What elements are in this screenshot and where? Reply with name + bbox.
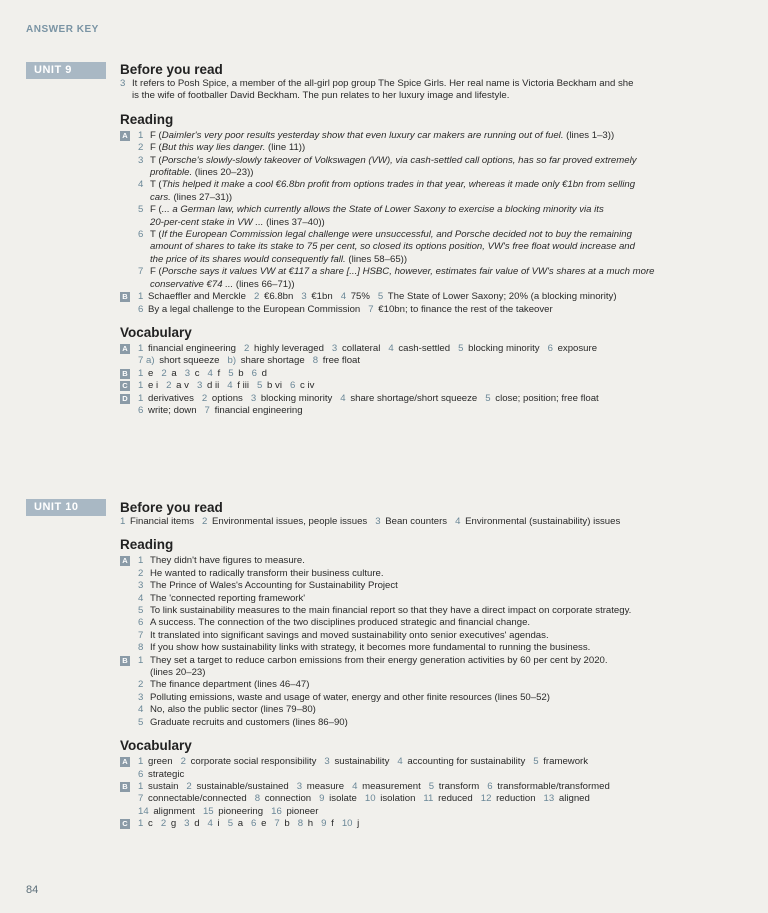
answer-text: f — [331, 818, 334, 830]
answer-list — [138, 555, 720, 654]
answer-text: By a legal challenge to the European Commission — [148, 303, 361, 315]
answer-text: transformable/transformed — [497, 780, 610, 792]
line-reference: (lines 58–65)) — [345, 253, 408, 265]
item-number: 5 — [138, 605, 144, 617]
item-number: 7 — [368, 303, 374, 315]
item-number: 7 — [274, 818, 280, 830]
answer-text: i — [217, 818, 220, 830]
exercise-b — [120, 655, 720, 729]
answer-line — [138, 355, 720, 367]
answer-text: A success. The connection of the two disciplines produced strategic and financial change. — [150, 617, 531, 629]
quote-text: conservative €74 ... — [150, 278, 234, 290]
item-number: 8 — [254, 793, 261, 805]
running-header: ANSWER KEY — [26, 24, 99, 35]
item-number: 7 — [204, 404, 210, 416]
answer-text: strategic — [148, 768, 185, 780]
section-heading: Vocabulary — [120, 324, 192, 340]
answer-text: €6.8bn — [263, 291, 294, 303]
item-number: 15 — [202, 805, 214, 817]
answer-text: The finance department (lines 46–47) — [150, 679, 310, 691]
answer-text: aligned — [558, 793, 590, 805]
item-number: 4 — [455, 516, 461, 527]
item-number: 13 — [543, 793, 555, 805]
item-number: 5 — [227, 818, 234, 830]
answer-text: f iii — [237, 380, 250, 392]
answer-text: Bean counters — [385, 516, 448, 527]
item-number: 2 — [138, 142, 144, 154]
unit-10-before-you-read — [120, 499, 720, 528]
answer-text: sustainable/sustained — [196, 780, 289, 792]
answer-prefix: F ( — [150, 266, 162, 278]
item-number: 4 — [397, 756, 403, 768]
answer-text: green — [148, 756, 173, 768]
item-number: 4 — [352, 780, 358, 792]
item-number: 2 — [161, 367, 167, 379]
item-number: 2 — [138, 679, 144, 691]
item-number: 1 — [120, 516, 126, 527]
answer-text: sustain — [148, 780, 179, 792]
exercise-label: A — [120, 556, 130, 566]
line-reference: (lines 37–40)) — [263, 216, 325, 228]
answer-text: d — [194, 818, 200, 830]
item-number: 7 — [138, 629, 144, 641]
answer-prefix: F ( — [150, 142, 162, 154]
answer-text: €1bn — [311, 291, 333, 303]
section-heading: Before you read — [120, 62, 223, 77]
answer-item — [138, 717, 720, 729]
answer-text: corporate social responsibility — [190, 756, 317, 768]
answer-text: Environmental (sustainability) issues — [465, 516, 621, 527]
exercise-b — [120, 368, 720, 380]
item-number: 6 — [547, 342, 553, 354]
exercise-label: A — [120, 757, 130, 767]
line-reference: (lines 1–3)) — [563, 129, 615, 141]
item-number: 2 — [160, 818, 167, 830]
answer-item — [138, 130, 720, 142]
answer-text: sustainability — [334, 756, 390, 768]
item-number: 6 — [138, 768, 144, 780]
item-number: 5 — [257, 380, 263, 392]
item-number: 1 — [138, 392, 144, 404]
item-number: 4 — [340, 392, 346, 404]
answer-text: e — [261, 818, 267, 830]
item-number: 4 — [138, 704, 144, 716]
answer-prefix: F ( — [150, 129, 162, 141]
item-number: 4 — [207, 818, 213, 830]
item-number: 2 — [138, 567, 144, 579]
quote-text: ... a German law, which currently allows the State of Lower Saxony to exercise a blocking minority via its — [161, 204, 604, 216]
answer-text: collateral — [341, 342, 381, 354]
exercise-label: D — [120, 394, 130, 404]
item-number: 5 — [138, 204, 144, 216]
quote-text: amount of shares to take its stake to 75 per cent, so closed its options position, VW's free float would increase and — [150, 241, 635, 253]
section-heading: Reading — [120, 111, 174, 127]
exercise-label: A — [120, 131, 130, 141]
answer-text: d ii — [207, 380, 220, 392]
item-number: 1 — [138, 380, 144, 392]
item-number: 1 — [138, 367, 144, 379]
answer-text: financial engineering — [214, 404, 303, 416]
section-heading: Reading — [120, 537, 174, 553]
exercise-label: B — [120, 369, 130, 379]
item-number: b) — [227, 355, 237, 367]
item-number: 11 — [423, 793, 434, 805]
answer-text: 75% — [350, 291, 370, 303]
answer-text: h — [307, 818, 314, 830]
item-number: 1 — [138, 780, 144, 792]
exercise-c — [120, 818, 720, 830]
answer-item — [138, 155, 720, 180]
answer-line — [138, 793, 720, 805]
answer-text: b — [238, 367, 244, 379]
answer-text: framework — [543, 756, 589, 768]
answer-text: c iv — [299, 380, 315, 392]
answer-item — [138, 630, 720, 642]
item-number: 1 — [138, 818, 144, 830]
line-reference: (lines 66–71)) — [233, 278, 295, 290]
answer-text: a — [237, 818, 244, 830]
answer-prefix: F ( — [150, 204, 162, 216]
answer-text: share shortage — [240, 355, 305, 367]
quote-text: But this way lies danger. — [161, 142, 266, 154]
item-number: 3 — [324, 756, 330, 768]
answer-text: Environmental issues, people issues — [212, 516, 368, 527]
item-number: 8 — [138, 642, 144, 654]
unit-9-content — [120, 61, 720, 421]
answer-item — [138, 568, 720, 580]
unit-9-reading — [120, 111, 720, 316]
answer-text: Schaeffler and Merckle — [148, 291, 246, 303]
answer-item — [138, 704, 720, 716]
item-number: 1 — [138, 291, 144, 303]
answer-line — [138, 343, 720, 355]
quote-text: Daimler's very poor results yesterday show that even luxury car makers are running out of fuel. — [161, 129, 564, 141]
exercise-b — [120, 781, 720, 818]
answer-item — [138, 179, 720, 204]
item-number: 5 — [485, 392, 491, 404]
item-number: 1 — [138, 555, 144, 567]
exercise-a — [120, 343, 720, 368]
answer-text: measurement — [362, 780, 421, 792]
answer-line — [138, 380, 720, 392]
answer-text: exposure — [557, 342, 598, 354]
answer-text: reduction — [496, 793, 536, 805]
item-number: 6 — [138, 303, 144, 315]
exercise-label: B — [120, 292, 130, 302]
answer-text: close; position; free float — [495, 392, 599, 404]
item-number: 2 — [186, 780, 192, 792]
item-number: 5 — [458, 342, 464, 354]
answer-line — [120, 516, 720, 528]
answer-text: a — [171, 367, 177, 379]
answer-text: The Prince of Wales's Accounting for Sustainability Project — [150, 580, 398, 592]
answer-text: The 'connected reporting framework' — [150, 592, 306, 604]
item-number: 5 — [228, 367, 234, 379]
answer-line — [138, 818, 720, 830]
answer-text: b vi — [267, 380, 282, 392]
item-number: 1 — [138, 756, 144, 768]
page-number: 84 — [26, 884, 39, 896]
answer-line — [138, 781, 720, 793]
item-number: 3 — [138, 154, 144, 166]
answer-text: accounting for sustainability — [407, 756, 526, 768]
item-number: 2 — [180, 756, 186, 768]
answer-text: Polluting emissions, waste and usage of water, energy and other finite resources (lines 50–52) — [150, 691, 550, 703]
answer-prefix: T ( — [150, 229, 162, 241]
answer-text: blocking minority — [468, 342, 540, 354]
answer-text: Graduate recruits and customers (lines 86–90) — [150, 716, 348, 728]
exercise-label: C — [120, 819, 130, 829]
quote-text: the price of its shares would consequently fall. — [150, 253, 346, 265]
quote-text: Porsche's slowly-slowly takeover of Volkswagen (VW), via cash-settled call options, has so far proved extremely — [161, 154, 637, 166]
item-number: 5 — [428, 780, 435, 792]
item-number: 9 — [321, 818, 327, 830]
answer-text: transform — [438, 780, 480, 792]
item-number: 1 — [138, 654, 144, 666]
item-number: 12 — [480, 793, 492, 805]
item-number: 10 — [341, 818, 353, 830]
exercise-label: B — [120, 656, 130, 666]
answer-text: d — [261, 367, 267, 379]
answer-text: To link sustainability measures to the main financial report so that they have a direct impact on corporate strategy. — [150, 605, 632, 617]
unit-10-reading — [120, 536, 720, 729]
item-number: 2 — [244, 342, 250, 354]
item-number: 4 — [138, 592, 144, 604]
answer-text: Financial items — [130, 516, 194, 527]
exercise-c — [120, 380, 720, 392]
answer-item — [138, 692, 720, 704]
answer-text: pioneer — [286, 805, 319, 817]
item-number: 6 — [138, 229, 144, 241]
answer-text: They set a target to reduce carbon emissions from their energy generation activities by 60 per cent by 2020. — [150, 654, 608, 666]
answer-text: b — [284, 818, 290, 830]
item-number: 16 — [271, 805, 282, 817]
item-number: 3 — [331, 342, 338, 354]
item-number: 4 — [207, 367, 213, 379]
answer-text: It translated into significant savings and moved sustainability onto senior executives' agendas. — [150, 629, 549, 641]
item-number: 6 — [251, 367, 257, 379]
answer-text: g — [170, 818, 177, 830]
item-number: 9 — [319, 793, 325, 805]
answer-text: e — [148, 367, 154, 379]
answer-line — [138, 806, 720, 818]
item-number: 5 — [377, 291, 384, 303]
item-number: 8 — [312, 355, 319, 367]
answer-text: derivatives — [148, 392, 194, 404]
answer-text: financial engineering — [148, 342, 237, 354]
item-number: 3 — [375, 516, 381, 527]
item-number: 14 — [138, 805, 149, 817]
answer-text: options — [211, 392, 243, 404]
unit-10-badge: UNIT 10 — [26, 499, 106, 516]
answer-item — [138, 142, 720, 154]
answer-item — [138, 605, 720, 617]
item-number: 6 — [289, 380, 296, 392]
answer-text: f — [217, 367, 221, 379]
item-number: 8 — [297, 818, 304, 830]
answer-item — [138, 204, 720, 229]
answer-text: €10bn; to finance the rest of the takeover — [378, 303, 553, 315]
item-number: 1 — [138, 129, 144, 141]
answer-text: cash-settled — [398, 342, 451, 354]
answer-text: If you show how sustainability links with strategy, it becomes more fundamental to running the business. — [150, 642, 591, 654]
answer-text: (lines 20–23) — [150, 667, 206, 679]
unit-10-vocabulary — [120, 737, 720, 830]
answer-text: The State of Lower Saxony; 20% (a blocking minority) — [387, 291, 617, 303]
answer-item — [138, 642, 720, 654]
answer-text: No, also the public sector (lines 79–80) — [150, 704, 316, 716]
answer-text: share shortage/short squeeze — [350, 392, 478, 404]
answer-line — [138, 769, 720, 781]
item-number: 10 — [364, 793, 376, 805]
exercise-label: B — [120, 782, 130, 792]
answer-text: measure — [306, 780, 345, 792]
unit-9-badge: UNIT 9 — [26, 62, 106, 79]
item-number: 3 — [296, 780, 303, 792]
answer-text: It refers to Posh Spice, a member of the all-girl pop group The Spice Girls. Her real name is Victoria Beckham and she — [132, 78, 634, 89]
item-number: 6 — [138, 617, 144, 629]
quote-text: 20-per-cent stake in VW ... — [150, 216, 264, 228]
answer-text: is the wife of footballer David Beckham. The pun relates to her luxury image and lifestyle. — [132, 90, 510, 102]
item-number: 2 — [253, 291, 260, 303]
answer-prefix: T ( — [150, 154, 162, 166]
answer-item — [120, 78, 720, 103]
answer-text: isolate — [329, 793, 357, 805]
exercise-label: A — [120, 344, 130, 354]
answer-text: They didn't have figures to measure. — [150, 555, 305, 567]
section-heading: Before you read — [120, 500, 223, 515]
item-number: 3 — [184, 367, 191, 379]
answer-list — [138, 679, 720, 729]
line-reference: (lines 27–31)) — [170, 191, 233, 203]
exercise-a — [120, 756, 720, 781]
quote-text: Porsche says it values VW at €117 a share [...] HSBC, however, estimates fair value of VW's shares at a much more — [161, 266, 655, 278]
answer-line — [138, 393, 720, 405]
answer-line — [138, 291, 720, 303]
answer-line — [138, 756, 720, 768]
item-number: 5 — [138, 716, 144, 728]
answer-text: a v — [176, 380, 189, 392]
item-number: 3 — [184, 818, 190, 830]
answer-text: connection — [264, 793, 312, 805]
exercise-d — [120, 393, 720, 418]
item-number: 4 — [340, 291, 347, 303]
item-number: 6 — [251, 818, 257, 830]
item-number: 6 — [138, 404, 144, 416]
answer-text: He wanted to radically transform their business culture. — [150, 567, 384, 579]
answer-line — [138, 405, 720, 417]
item-number: 3 — [250, 392, 257, 404]
item-number: 7 a) — [138, 355, 155, 367]
unit-9-vocabulary — [120, 324, 720, 417]
item-number: 4 — [227, 380, 233, 392]
answer-line — [138, 304, 720, 316]
answer-text: e i — [148, 380, 159, 392]
line-reference: (lines 20–23)) — [192, 167, 254, 179]
exercise-a — [120, 130, 720, 291]
quote-text: If the European Commission legal challenge were unsuccessful, and Porsche decided not to buy the remaining — [161, 229, 632, 241]
quote-text: This helped it make a cool €6.8bn profit from options trades in that year, whereas it made only €1bn from selling — [161, 179, 636, 191]
answer-text: c — [148, 818, 153, 830]
answer-text: blocking minority — [260, 392, 333, 404]
line-reference: (line 11)) — [265, 142, 306, 154]
item-number: 4 — [388, 342, 394, 354]
answer-text: free float — [322, 355, 361, 367]
answer-item — [138, 555, 720, 567]
answer-text: j — [357, 818, 360, 830]
quote-text: profitable. — [150, 167, 193, 179]
item-number: 3 — [138, 691, 144, 703]
item-number: 2 — [166, 380, 172, 392]
answer-text: short squeeze — [159, 355, 220, 367]
item-number: 3 — [301, 291, 307, 303]
answer-prefix: T ( — [150, 179, 162, 191]
answer-line — [138, 368, 720, 380]
item-number: 7 — [138, 266, 144, 278]
item-number: 2 — [201, 392, 208, 404]
item-number: 3 — [120, 78, 126, 89]
answer-text: pioneering — [218, 805, 264, 817]
answer-item — [138, 655, 720, 680]
unit-9-before-you-read — [120, 61, 720, 103]
answer-item — [138, 266, 720, 291]
section-heading: Vocabulary — [120, 738, 192, 754]
answer-list — [138, 130, 720, 229]
answer-text: alignment — [153, 805, 195, 817]
answer-item — [138, 229, 720, 266]
answer-item — [138, 617, 720, 629]
answer-text: highly leveraged — [254, 342, 324, 354]
item-number: 6 — [487, 780, 493, 792]
answer-item — [138, 593, 720, 605]
answer-text: write; down — [148, 404, 197, 416]
answer-item — [138, 580, 720, 592]
item-number: 3 — [196, 380, 203, 392]
answer-text: c — [194, 367, 200, 379]
answer-item — [138, 679, 720, 691]
item-number: 3 — [138, 580, 144, 592]
item-number: 5 — [533, 756, 539, 768]
exercise-label: C — [120, 381, 130, 391]
exercise-b — [120, 291, 720, 316]
item-number: 1 — [138, 342, 144, 354]
answer-text: connectable/connected — [148, 793, 247, 805]
item-number: 7 — [138, 793, 144, 805]
item-number: 4 — [138, 179, 144, 191]
answer-text: reduced — [438, 793, 473, 805]
unit-10-content — [120, 499, 720, 835]
quote-text: cars. — [150, 191, 171, 203]
answer-text: isolation — [380, 793, 416, 805]
exercise-a — [120, 555, 720, 654]
item-number: 2 — [202, 516, 208, 527]
